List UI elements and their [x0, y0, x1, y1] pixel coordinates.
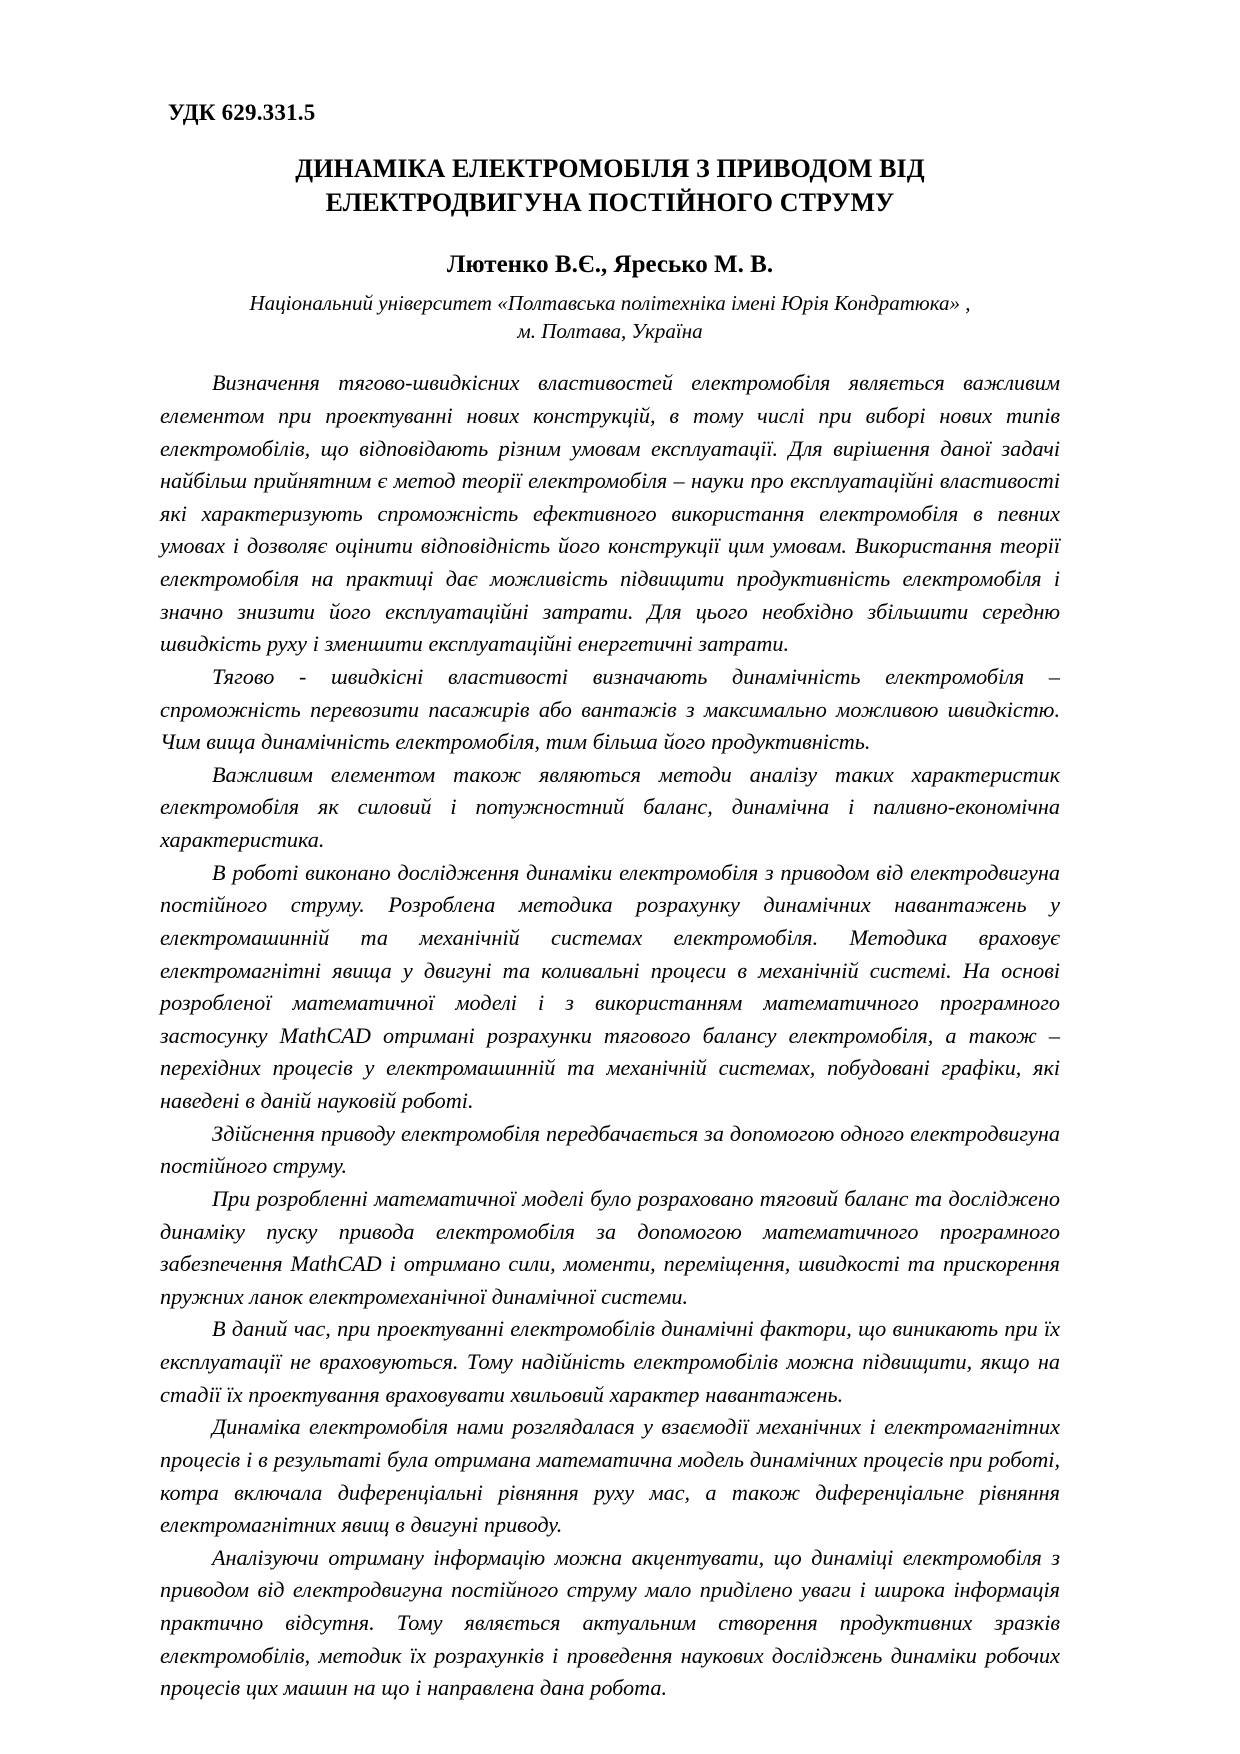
title-line-1: ДИНАМІКА ЕЛЕКТРОМОБІЛЯ З ПРИВОДОМ ВІД: [295, 154, 925, 183]
body-text: [160, 367, 1060, 1705]
paragraph: Динаміка електромобіля нами розглядалася у взаємодії механічних і електромагнітних процесів і в результаті була отримана математична модель динамічних процесів при роботі, котра включала диференціальні рівняння руху мас, а також диференціальне рівняння електромагнітних явищ в двигуні приводу.: [160, 1414, 1060, 1538]
paragraph: Тягово - швидкісні властивості визначають динамічність електромобіля – спроможність перевозити пасажирів або вантажів з максимально можливою швидкістю. Чим вища динамічність електромобіля, тим більша його продуктивність.: [160, 663, 1060, 755]
paragraph: При розробленні математичної моделі було розраховано тяговий баланс та досліджено динаміку пуску привода електромобіля за допомогою математичного програмного забезпечення MathCAD і отримано сили, моменти, переміщення, швидкості та прискорення пружних ланок електромеханічної динамічної системи.: [160, 1185, 1060, 1309]
affiliation-line-2: м. Полтава, Україна: [517, 318, 703, 343]
affiliation: [160, 289, 1060, 346]
page-content: [160, 100, 1060, 1705]
authors: Лютенко В.Є., Яресько М. В.: [446, 250, 774, 278]
paragraph: Визначення тягово-швидкісних властивостей електромобіля являється важливим елементом при проектуванні нових конструкцій, в тому числі при виборі нових типів електромобілів, що відповідають різним умовам експлуатації. Для вирішення даної задачі найбільш прийнятним є метод теорії електромобіля – науки про експлуатаційні властивості які характеризують спроможність ефективного використання електромобіля в певних умовах і дозволяє оцінити відповідність його конструкції цим умовам. Використання теорії електромобіля на практиці дає можливість підвищити продуктивність електромобіля і значно знизити його експлуатаційні затрати. Для цього необхідно збільшити середню швидкість руху і зменшити експлуатаційні енергетичні затрати.: [160, 370, 1060, 657]
paragraph: В даний час, при проектуванні електромобілів динамічні фактори, що виникають при їх експлуатації не враховуються. Тому надійність електромобілів можна підвищити, якщо на стадії їх проектування враховувати хвильовий характер навантажень.: [160, 1316, 1060, 1407]
udc-code: УДК 629.331.5: [168, 100, 316, 125]
paragraph: В роботі виконано дослідження динаміки електромобіля з приводом від електродвигуна постійного струму. Розроблена методика розрахунку динамічних навантажень у електромашинній та механічній системах електромобіля. Методика враховує електромагнітні явища у двигуні та коливальні процеси в механічній системі. На основі розробленої математичної моделі і з використанням математичного програмного застосунку MathCAD отримані розрахунки тягового балансу електромобіля, а також – перехідних процесів у електромашинній та механічній системах, побудовані графіки, які наведені в даній науковій роботі.: [160, 859, 1060, 1114]
paragraph: Важливим елементом також являються методи аналізу таких характеристик електромобіля як силовий і потужностний баланс, динамічна і паливно-економічна характеристика.: [160, 761, 1060, 853]
affiliation-line-1: Національний університет «Полтавська політехніка імені Юрія Кондратюка» ,: [249, 290, 971, 315]
paragraph: Аналізуючи отриману інформацію можна акцентувати, що динаміці електромобіля з приводом від електродвигуна постійного струму мало приділено уваги і широка інформація практично відсутня. Тому являється актуальним створення продуктивних зразків електромобілів, методик їх розрахунків і проведення наукових досліджень динаміки робочих процесів цих машин на що і направлена дана робота.: [160, 1544, 1060, 1701]
page-title: [210, 152, 1010, 221]
title-line-2: ЕЛЕКТРОДВИГУНА ПОСТІЙНОГО СТРУМУ: [325, 188, 895, 218]
paragraph: Здійснення приводу електромобіля передбачається за допомогою одного електродвигуна постійного струму.: [160, 1120, 1060, 1179]
